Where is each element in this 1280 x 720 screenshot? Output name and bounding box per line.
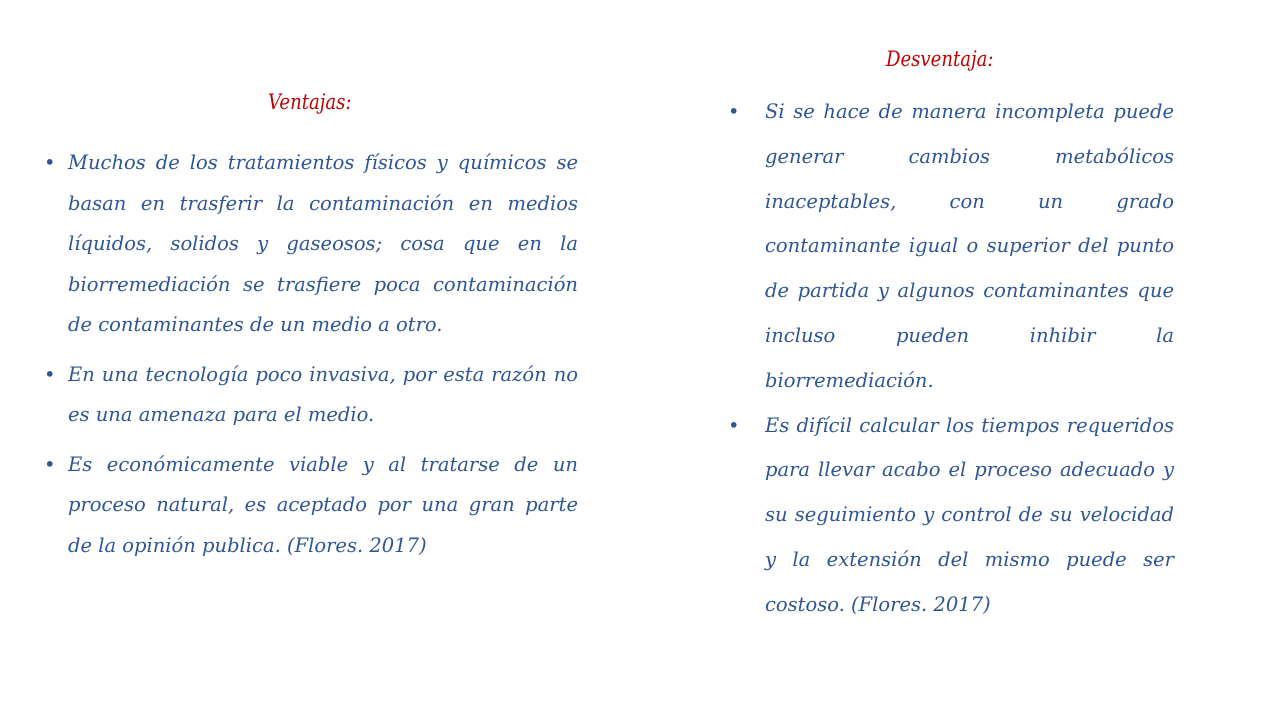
bullet-icon: • <box>44 452 56 476</box>
desventaja-item <box>728 90 1174 404</box>
ventajas-heading: Ventajas: <box>268 90 352 114</box>
ventajas-list <box>44 143 578 575</box>
bullet-icon: • <box>728 100 740 123</box>
desventaja-item-text: Es difícil calcular los tiempos requeridos para llevar acabo el proceso adecuado y su seguimiento y control de su velocidad y la extensión del mismo puede ser costoso. (Flores. 2017) <box>765 413 1174 616</box>
ventajas-item-text: En una tecnología poco invasiva, por esta razón no es una amenaza para el medio. <box>68 362 578 426</box>
ventajas-item <box>44 355 578 436</box>
desventaja-item <box>728 404 1174 628</box>
bullet-icon: • <box>44 151 56 174</box>
desventaja-list <box>728 90 1174 628</box>
ventajas-item <box>44 445 578 567</box>
desventaja-item-text: Si se hace de manera incompleta puede generar cambios metabólicos inaceptables, con un grado contaminante igual o superior del punto de partida y algunos contaminantes que incluso pueden inhibir la biorremediación. <box>765 100 1174 392</box>
ventajas-item <box>44 143 578 346</box>
ventajas-item-text: Es económicamente viable y al tratarse de un proceso natural, es aceptado por una gran parte de la opinión publica. (Flores. 2017) <box>68 452 578 557</box>
ventajas-item-text: Muchos de los tratamientos físicos y químicos se basan en trasferir la contaminación en medios líquidos, solidos y gaseosos; cosa que en la biorremediación se trasfiere poca contaminación de contaminantes de un medio a otro. <box>68 151 578 336</box>
bullet-icon: • <box>44 362 56 386</box>
desventaja-heading: Desventaja: <box>886 47 994 71</box>
bullet-icon: • <box>728 413 740 437</box>
